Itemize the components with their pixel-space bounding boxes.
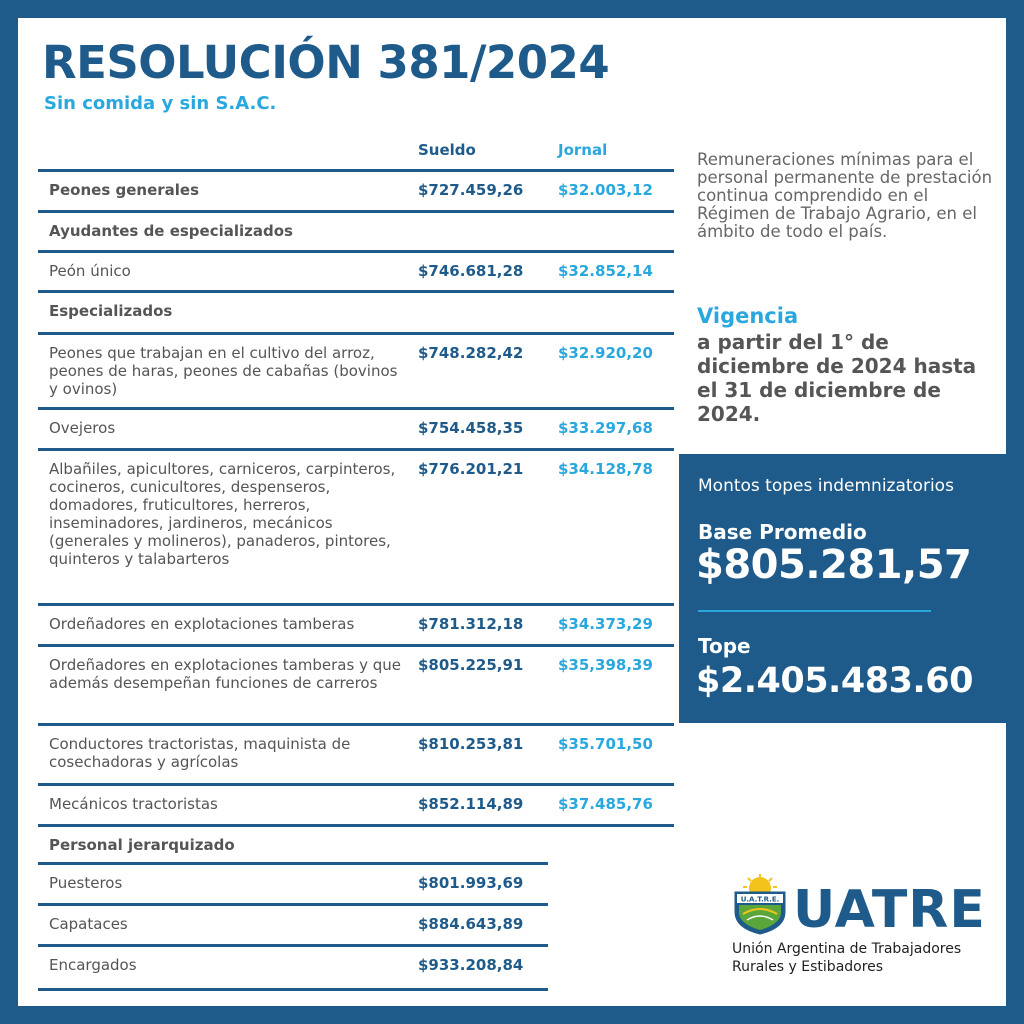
row-label: Personal jerarquizado <box>49 836 235 854</box>
vigencia-title: Vigencia <box>697 304 799 328</box>
row-sueldo: $776.201,21 <box>418 460 524 478</box>
row-sueldo: $933.208,84 <box>418 956 524 974</box>
table-row <box>38 865 674 906</box>
row-label: Encargados <box>49 956 137 974</box>
base-promedio-label: Base Promedio <box>698 520 867 544</box>
row-label: Peones generales <box>49 181 199 199</box>
row-sueldo: $801.993,69 <box>418 874 524 892</box>
row-label: Ordeñadores en explotaciones tamberas <box>49 615 355 633</box>
base-promedio-value: $805.281,57 <box>696 542 972 588</box>
row-label: Ovejeros <box>49 419 116 437</box>
row-label: Peones que trabajan en el cultivo del arroz, peones de haras, peones de cabañas (bovinos y ovinos) <box>49 344 398 398</box>
row-jornal: $32.920,20 <box>558 344 653 362</box>
row-jornal: $37.485,76 <box>558 795 653 813</box>
table-bottom-line <box>38 988 548 991</box>
row-label: Mecánicos tractoristas <box>49 795 218 813</box>
logo-tagline-1: Unión Argentina de Trabajadores <box>732 941 962 957</box>
table-section-row <box>38 169 674 210</box>
row-sueldo: $754.458,35 <box>418 419 524 437</box>
row-label: Ayudantes de especializados <box>49 222 293 240</box>
table-row <box>38 448 674 603</box>
description-text: Remuneraciones mínimas para el personal permanente de prestación continua comprendido en el Régimen de Trabajo Agrario, en el ámbito de todo el país. <box>697 150 993 241</box>
row-sueldo: $884.643,89 <box>418 915 524 933</box>
column-header-sueldo: Sueldo <box>418 141 476 159</box>
row-sueldo: $727.459,26 <box>418 181 524 199</box>
row-sueldo: $746.681,28 <box>418 262 524 280</box>
table-section-row <box>38 290 674 332</box>
page-title: RESOLUCIÓN 381/2024 <box>42 36 610 89</box>
row-jornal: $32.852,14 <box>558 262 653 280</box>
row-label: Peón único <box>49 262 131 280</box>
row-jornal: $35,398,39 <box>558 656 653 674</box>
uatre-logo-text: UATRE <box>793 880 986 940</box>
emblem-text: U.A.T.R.E. <box>740 895 780 904</box>
table-header <box>38 135 674 169</box>
table-section-row <box>38 824 674 865</box>
table-section-row <box>38 210 674 250</box>
row-label: Puesteros <box>49 874 123 892</box>
row-jornal: $35.701,50 <box>558 735 653 753</box>
table-row <box>38 723 674 783</box>
logo-tagline-2: Rurales y Estibadores <box>732 959 884 975</box>
row-jornal: $34.128,78 <box>558 460 653 478</box>
row-jornal: $33.297,68 <box>558 419 653 437</box>
row-label: Albañiles, apicultores, carniceros, carpinteros, cocineros, cunicultores, despenseros, domadores, fruticultores, herreros, inseminadores, jardineros, mecánicos (generales y molineros), panaderos, pintores, quinteros y talabarteros <box>49 460 396 568</box>
row-label: Especializados <box>49 302 173 320</box>
table-row <box>38 603 674 644</box>
table-row <box>38 332 674 407</box>
column-header-jornal: Jornal <box>558 141 608 159</box>
table-row <box>38 783 674 824</box>
tope-label: Tope <box>698 634 751 658</box>
uatre-emblem-icon <box>729 874 791 936</box>
row-jornal: $34.373,29 <box>558 615 653 633</box>
table-row <box>38 644 674 723</box>
table-row <box>38 947 674 988</box>
indemnity-box <box>679 454 1024 723</box>
row-label: Ordeñadores en explotaciones tamberas y que además desempeñan funciones de carreros <box>49 656 401 692</box>
row-sueldo: $810.253,81 <box>418 735 524 753</box>
table-row <box>38 407 674 448</box>
table-row <box>38 906 674 947</box>
vigencia-text: a partir del 1° de diciembre de 2024 hasta el 31 de diciembre de 2024. <box>697 330 977 426</box>
row-sueldo: $781.312,18 <box>418 615 524 633</box>
row-sueldo: $748.282,42 <box>418 344 524 362</box>
box-divider <box>698 610 931 612</box>
row-sueldo: $805.225,91 <box>418 656 524 674</box>
page-subtitle: Sin comida y sin S.A.C. <box>44 93 277 114</box>
row-label: Capataces <box>49 915 128 933</box>
table-body <box>38 169 674 991</box>
salary-table <box>38 135 674 991</box>
row-divider <box>38 944 548 947</box>
row-sueldo: $852.114,89 <box>418 795 524 813</box>
row-jornal: $32.003,12 <box>558 181 653 199</box>
montos-title: Montos topes indemnizatorios <box>698 476 954 496</box>
row-divider <box>38 862 548 865</box>
row-label: Conductores tractoristas, maquinista de cosechadoras y agrícolas <box>49 735 351 771</box>
table-row <box>38 250 674 290</box>
row-divider <box>38 903 548 906</box>
tope-value: $2.405.483.60 <box>696 661 973 701</box>
